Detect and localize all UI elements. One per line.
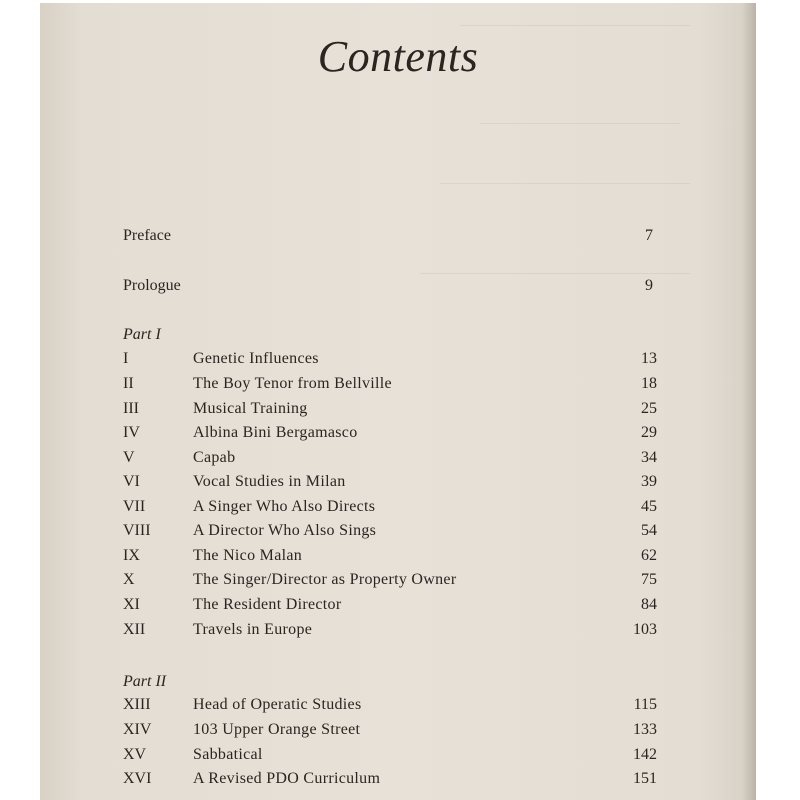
chapter-title: Capab <box>193 449 236 466</box>
chapter-page: 18 <box>641 375 657 392</box>
part-heading: Part I <box>123 326 161 343</box>
page-edge-shadow <box>742 3 756 800</box>
chapter-row <box>123 547 657 569</box>
entry-label: Preface <box>123 227 171 244</box>
show-through-line <box>460 25 690 26</box>
chapter-row <box>123 621 657 643</box>
chapter-numeral: VII <box>123 498 146 515</box>
chapter-page: 54 <box>641 522 657 539</box>
chapter-title: 103 Upper Orange Street <box>193 721 361 738</box>
chapter-title: The Nico Malan <box>193 547 303 564</box>
chapter-numeral: VIII <box>123 522 151 539</box>
chapter-page: 84 <box>641 596 657 613</box>
chapter-numeral: XV <box>123 746 147 763</box>
chapter-numeral: V <box>123 449 135 466</box>
chapter-row <box>123 571 657 593</box>
chapter-row <box>123 770 657 792</box>
chapter-title: Genetic Influences <box>193 350 319 367</box>
show-through-line <box>480 123 680 124</box>
chapter-title: The Singer/Director as Property Owner <box>193 571 457 588</box>
chapter-page: 13 <box>641 350 657 367</box>
chapter-row <box>123 375 657 397</box>
chapter-title: A Director Who Also Sings <box>193 522 377 539</box>
chapter-numeral: X <box>123 571 135 588</box>
chapter-row <box>123 449 657 471</box>
chapter-numeral: XI <box>123 596 140 613</box>
chapter-page: 115 <box>633 696 657 713</box>
chapter-numeral: II <box>123 375 134 392</box>
chapter-title: A Singer Who Also Directs <box>193 498 376 515</box>
chapter-title: The Boy Tenor from Bellville <box>193 375 392 392</box>
chapter-page: 62 <box>641 547 657 564</box>
show-through-line <box>440 183 690 184</box>
chapter-row <box>123 400 657 422</box>
chapter-page: 151 <box>633 770 657 787</box>
chapter-numeral: XVI <box>123 770 152 787</box>
chapter-title: Sabbatical <box>193 746 263 763</box>
chapter-page: 29 <box>641 424 657 441</box>
chapter-row <box>123 522 657 544</box>
chapter-title: Travels in Europe <box>193 621 313 638</box>
book-page <box>40 3 756 800</box>
chapter-title: Albina Bini Bergamasco <box>193 424 358 441</box>
chapter-page: 25 <box>641 400 657 417</box>
chapter-numeral: IV <box>123 424 140 441</box>
chapter-numeral: I <box>123 350 129 367</box>
chapter-row <box>123 721 657 743</box>
entry-page: 9 <box>645 277 653 294</box>
chapter-row <box>123 696 657 718</box>
chapter-row <box>123 350 657 372</box>
chapter-page: 45 <box>641 498 657 515</box>
chapter-numeral: VI <box>123 473 140 490</box>
chapter-numeral: XII <box>123 621 146 638</box>
chapter-page: 75 <box>641 571 657 588</box>
chapter-page: 133 <box>633 721 657 738</box>
show-through-line <box>420 273 690 274</box>
chapter-title: A Revised PDO Curriculum <box>193 770 381 787</box>
chapter-title: Vocal Studies in Milan <box>193 473 346 490</box>
part-heading: Part II <box>123 673 167 690</box>
chapter-numeral: XIII <box>123 696 151 713</box>
chapter-title: The Resident Director <box>193 596 342 613</box>
chapter-row <box>123 498 657 520</box>
chapter-page: 39 <box>641 473 657 490</box>
chapter-row <box>123 596 657 618</box>
chapter-page: 142 <box>633 746 657 763</box>
chapter-numeral: IX <box>123 547 140 564</box>
chapter-numeral: III <box>123 400 139 417</box>
entry-label: Prologue <box>123 277 181 294</box>
chapter-row <box>123 746 657 768</box>
chapter-title: Head of Operatic Studies <box>193 696 362 713</box>
chapter-page: 103 <box>633 621 657 638</box>
chapter-numeral: XIV <box>123 721 152 738</box>
chapter-row <box>123 473 657 495</box>
page-title: Contents <box>317 32 479 81</box>
chapter-row <box>123 424 657 446</box>
chapter-title: Musical Training <box>193 400 308 417</box>
entry-page: 7 <box>645 227 653 244</box>
chapter-page: 34 <box>641 449 657 466</box>
